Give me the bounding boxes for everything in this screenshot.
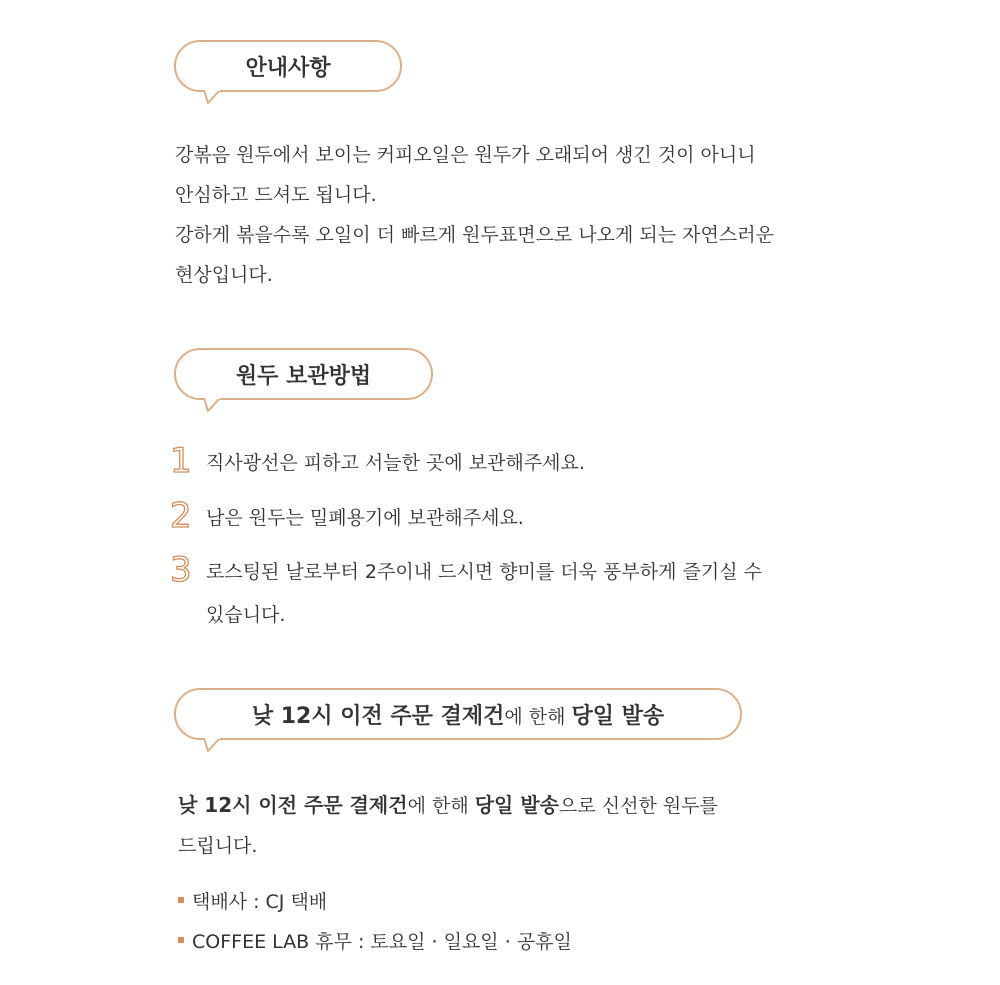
section-title-text: 원두 보관방법 <box>235 363 372 389</box>
notice-line: 강하게 볶을수록 오일이 더 빠르게 원두표면으로 나오게 되는 자연스러운 <box>175 224 774 246</box>
step-number: 3 <box>170 550 192 590</box>
speech-tail-icon <box>204 398 222 412</box>
step-number: 2 <box>170 496 192 536</box>
shipping-title-normal: 에 한해 <box>504 705 572 728</box>
bullet-item <box>178 885 327 915</box>
step-text-continued: 있습니다. <box>206 604 286 626</box>
shipping-body-bold: 당일 발송 <box>474 793 559 817</box>
speech-tail-icon <box>204 90 222 104</box>
shipping-body-text: 에 한해 <box>407 795 475 817</box>
bullet-text: 택배사 : CJ 택배 <box>192 890 328 913</box>
bullet-square-icon <box>178 937 184 943</box>
section-title-notice <box>174 40 402 92</box>
step-text: 직사광선은 피하고 서늘한 곳에 보관해주세요. <box>206 451 585 474</box>
step-number: 1 <box>170 441 192 481</box>
speech-tail-icon <box>204 738 222 752</box>
shipping-title-bold: 당일 발송 <box>571 703 665 729</box>
section-title-text: 안내사항 <box>245 55 331 81</box>
bullet-item <box>178 925 572 955</box>
notice-paragraph <box>175 135 774 295</box>
bullet-text: COFFEE LAB 휴무 : 토요일 · 일요일 · 공휴일 <box>192 930 572 953</box>
step-text: 로스팅된 날로부터 2주이내 드시면 향미를 더욱 풍부하게 즐기실 수 <box>206 560 762 583</box>
storage-step <box>170 441 585 481</box>
notice-line: 현상입니다. <box>175 264 273 286</box>
shipping-body-text: 드립니다. <box>178 835 258 857</box>
step-text: 남은 원두는 밀폐용기에 보관해주세요. <box>206 506 524 529</box>
shipping-body-bold: 낮 12시 이전 주문 결제건 <box>178 793 408 817</box>
notice-line: 안심하고 드셔도 됩니다. <box>175 184 377 206</box>
bullet-square-icon <box>178 897 184 903</box>
notice-line: 강볶음 원두에서 보이는 커피오일은 원두가 오래되어 생긴 것이 아니니 <box>175 144 756 166</box>
shipping-title-bold: 낮 12시 이전 주문 결제건 <box>251 703 505 729</box>
shipping-paragraph <box>178 785 718 866</box>
storage-step <box>170 550 762 590</box>
section-title-shipping <box>174 688 742 740</box>
section-title-storage <box>174 348 433 400</box>
shipping-body-text: 으로 신선한 원두를 <box>558 795 718 817</box>
storage-step <box>170 496 524 536</box>
